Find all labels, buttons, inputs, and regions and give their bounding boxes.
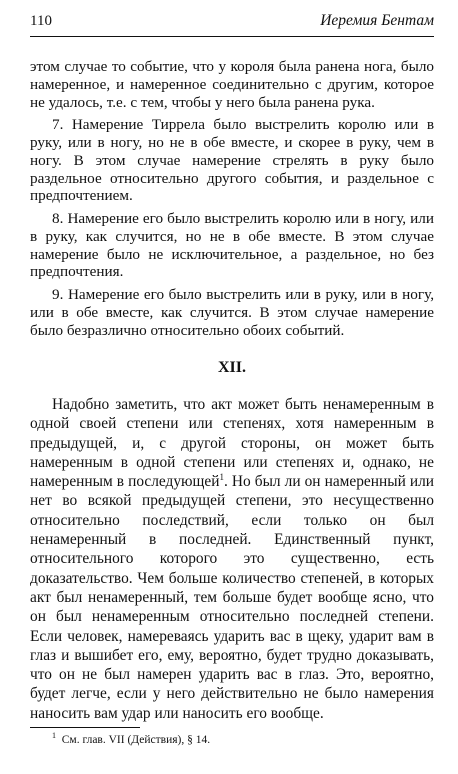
page-body xyxy=(30,58,434,728)
running-title: Иеремия Бентам xyxy=(320,12,434,29)
footnote-reference[interactable]: 1 xyxy=(219,472,224,483)
footnote-rule xyxy=(30,727,140,728)
paragraph-continued: этом случае то событие, что у короля была ранена нога, было намеренное, и намеренное соединительно с другим, которое не удалось, т.е. с тем, чтобы у него была ранена рука. xyxy=(30,58,434,111)
section-text-part1: Надобно заметить, что акт может быть ненамеренным в одной своей степени или степенях, хотя намеренным в предыдущей, и, с другой стороны, он может быть намеренным в одной степени или степенях и, однако, не намеренным в последующей xyxy=(30,396,434,491)
paragraph-8: 8. Намерение его было выстрелить королю или в ногу, или в руку, как случится, но не в обе вместе. В этом случае намерение было не исключительное, а раздельное, но без предпочтения. xyxy=(30,210,434,281)
footnote xyxy=(52,731,211,746)
page-number: 110 xyxy=(30,13,52,29)
footnote-text: См. глав. VII (Действия), § 14. xyxy=(61,734,211,746)
paragraph-9: 9. Намерение его было выстрелить или в руку, или в ногу, или в обе вместе, как случится. В этом случае намерение было безразлично относительно обоих событий. xyxy=(30,286,434,339)
header-rule xyxy=(30,36,434,37)
paragraph-7: 7. Намерение Тиррела было выстрелить королю или в руку, или в ногу, но не в обе вместе, и скорее в руку, чем в ногу. В этом случае намерение стрелять в руку было раздельное относительно другого события, и раздельное с предпочтением. xyxy=(30,116,434,205)
footnote-marker: 1 xyxy=(52,731,56,741)
section-text-part2: . Но был ли он намеренный или нет во всякой предыдущей степени, это несущественно относительно последствий, если только он был ненамеренный в последней. Единственный пункт, относительного которого это существенно, есть доказательство. Чем больше количество степеней, в которых акт был ненамеренный, тем больше будет вообще ясно, что он был ненамеренным относительно последней степени. Если человек, намереваясь ударить вас в щеку, ударит вам в глаз и вышибет его, ему, вероятно, будет трудно доказывать, что он не был намерен ударить вас в глаз. Это, вероятно, будет легче, если у него действительно не было намерения наносить вам удар или наносить его вообще. xyxy=(30,473,435,722)
section-heading: XII. xyxy=(217,359,246,377)
page-header xyxy=(30,12,434,34)
section-paragraph xyxy=(30,395,434,723)
